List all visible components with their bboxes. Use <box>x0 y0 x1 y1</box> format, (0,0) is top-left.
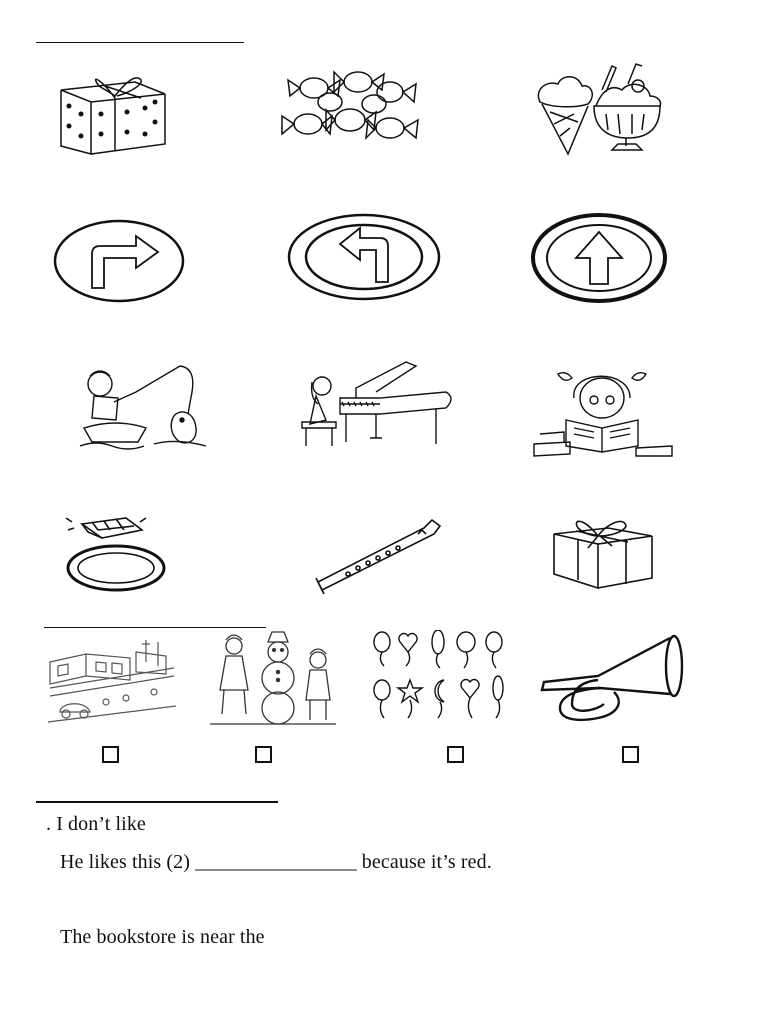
title-rule-top <box>36 42 244 43</box>
diamond-ring-icon <box>58 512 170 592</box>
sentence-line-2: He likes this (2) ________________ because it’s red. <box>60 851 492 873</box>
gift-box-ribbon-icon <box>548 514 658 592</box>
gift-box-polka-dot-icon <box>55 68 170 156</box>
sentence-line-1: . I don’t like <box>46 813 146 835</box>
go-straight-sign-icon <box>530 212 668 304</box>
turn-left-sign-icon <box>286 212 442 302</box>
section-rule-choices <box>44 627 266 628</box>
sentence-line-3: The bookstore is near the <box>60 926 265 948</box>
recorder-flute-icon <box>312 516 444 596</box>
turn-right-sign-icon <box>52 218 186 304</box>
girl-reading-book-icon <box>530 362 676 458</box>
bugle-horn-icon <box>538 632 686 724</box>
balloons-icon <box>370 630 512 724</box>
section-rule-sentences <box>36 801 278 803</box>
choice-checkbox-horn[interactable] <box>622 746 639 763</box>
girl-playing-piano-icon <box>296 358 458 454</box>
choice-checkbox-snowman[interactable] <box>255 746 272 763</box>
ice-cream-sundae-icon <box>532 62 664 156</box>
choice-checkbox-trains[interactable] <box>102 746 119 763</box>
candies-icon <box>278 62 424 152</box>
choice-checkbox-balloons[interactable] <box>447 746 464 763</box>
boy-fishing-icon <box>76 358 214 454</box>
kids-with-snowman-icon <box>206 630 340 726</box>
toy-trains-icon <box>46 632 178 726</box>
